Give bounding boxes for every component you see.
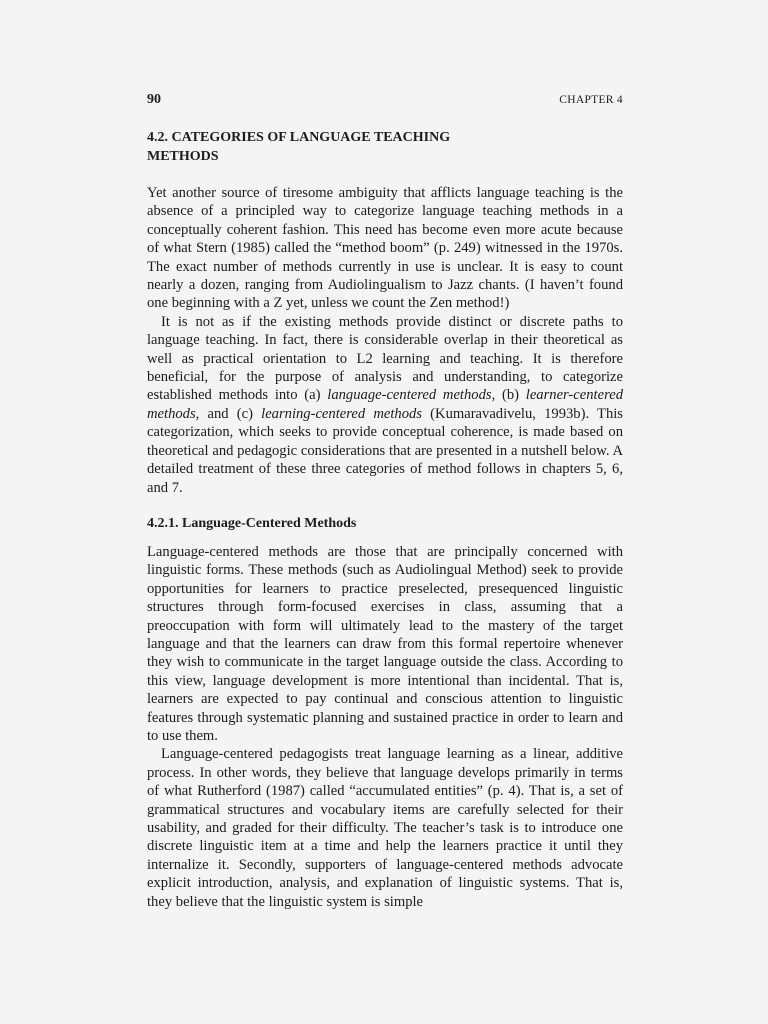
paragraph-text: , (b) <box>491 387 526 404</box>
section-paragraph-2 <box>147 313 623 497</box>
running-head: CHAPTER 4 <box>559 94 623 106</box>
section-paragraph-1: Yet another source of tiresome ambiguity that afflicts language teaching is the absence of a principled way to categorize language teaching methods in a conceptually coherent fashion. This need has become even more acute because of what Stern (1985) called the “method boom” (p. 249) witnessed in the 1970s. The exact number of methods currently in use is unclear. It is easy to count nearly a dozen, ranging from Audiolingualism to Jazz chants. (I haven’t found one beginning with a Z yet, unless we count the Zen method!) <box>147 185 623 312</box>
italic-term-language-centered: language-centered methods <box>327 387 492 404</box>
italic-term-learning-centered: learning-centered methods <box>261 405 422 422</box>
paragraph-text: , and (c) <box>195 405 262 422</box>
page-header <box>147 92 623 108</box>
subsection-heading: 4.2.1. Language-Centered Methods <box>147 515 357 531</box>
page-number: 90 <box>147 92 161 107</box>
paragraph-text: (Kumaravadivelu, 1993b). This categorization, which seeks to provide conceptual coherence, is made based on theoretical and pedagogic considerations that are presented in a nutshell below. A detailed treatment of these three categories of method follows in chapters 5, 6, and 7. <box>147 405 623 496</box>
section-heading-line1: 4.2. CATEGORIES OF LANGUAGE TEACHING <box>147 130 451 145</box>
page-body <box>147 128 623 911</box>
subsection-paragraph-2: Language-centered pedagogists treat language learning as a linear, additive process. In other words, they believe that language develops primarily in terms of what Rutherford (1987) called “accumulated entities” (p. 4). That is, a set of grammatical structures and vocabulary items are carefully selected for their usability, and graded for their difficulty. The teacher’s task is to introduce one discrete linguistic item at a time and help the learners practice it until they internalize it. Secondly, supporters of language-centered methods advocate explicit introduction, analysis, and explanation of linguistic systems. That is, they believe that the linguistic system is simple <box>147 746 623 910</box>
section-heading-line2: METHODS <box>147 149 219 164</box>
subsection-paragraph-1: Language-centered methods are those that are principally concerned with linguistic forms. These methods (such as Audiolingual Method) seek to provide opportunities for learners to practice preselected, presequenced linguistic structures through form-focused exercises in class, assuming that a preoccupation with form will ultimately lead to the mastery of the target language and that the learners can draw from this formal repertoire whenever they wish to communicate in the target language outside the class. According to this view, language development is more intentional than incidental. That is, learners are expected to pay continual and conscious attention to linguistic features through systematic planning and sustained practice in order to learn and to use them. <box>147 543 623 744</box>
italic-term-learner-centered: learner-centered methods <box>147 387 623 422</box>
section-heading <box>147 128 487 166</box>
paragraph-text: It is not as if the existing methods provide distinct or discrete paths to language teaching. In fact, there is considerable overlap in their theoretical as well as practical orientation to L2 learning and teaching. It is therefore beneficial, for the purpose of analysis and understanding, to categorize established methods into (a) <box>147 313 623 404</box>
